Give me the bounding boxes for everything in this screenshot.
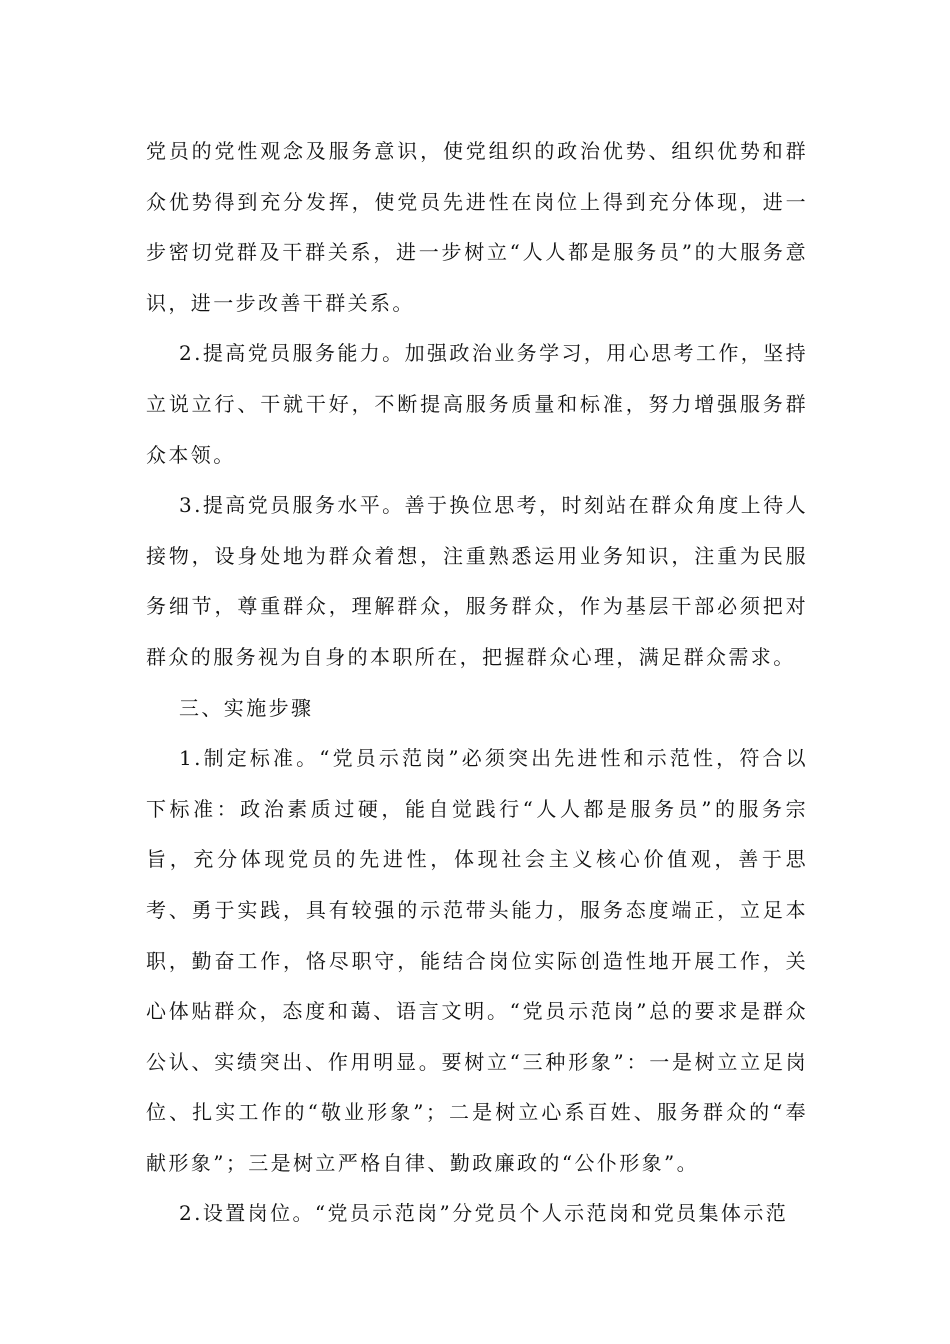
paragraph-continuation: 党员的党性观念及服务意识，使党组织的政治优势、组织优势和群众优势得到充分发挥，使党员先进性在岗位上得到充分体现，进一步密切党群及干群关系，进一步树立“人人都是服务员”的大服务意识，进一步改善干群关系。 [146,139,808,315]
document-body [146,126,808,1239]
paragraph-step-1: 1.制定标准。“党员示范岗”必须突出先进性和示范性，符合以下标准：政治素质过硬，能自觉践行“人人都是服务员”的服务宗旨，充分体现党员的先进性，体现社会主义核心价值观，善于思考、勇于实践，具有较强的示范带头能力，服务态度端正，立足本职，勤奋工作，恪尽职守，能结合岗位实际创造性地开展工作，关心体贴群众，态度和蔼、语言文明。“党员示范岗”总的要求是群众公认、实绩突出、作用明显。要树立“三种形象”：一是树立立足岗位、扎实工作的“敬业形象”；二是树立心系百姓、服务群众的“奉献形象”；三是树立严格自律、勤政廉政的“公仆形象”。 [146,746,808,1175]
section-heading: 三、实施步骤 [179,695,314,720]
paragraph-item-3: 3.提高党员服务水平。善于换位思考，时刻站在群众角度上待人接物，设身处地为群众着想，注重熟悉运用业务知识，注重为民服务细节，尊重群众，理解群众，服务群众，作为基层干部必须把对群众的服务视为自身的本职所在，把握群众心理，满足群众需求。 [146,493,808,669]
paragraph-item-2: 2.提高党员服务能力。加强政治业务学习，用心思考工作，坚持立说立行、干就干好，不断提高服务质量和标准，努力增强服务群众本领。 [146,341,808,467]
paragraph-step-2: 2.设置岗位。“党员示范岗”分党员个人示范岗和党员集体示范 [179,1201,789,1226]
